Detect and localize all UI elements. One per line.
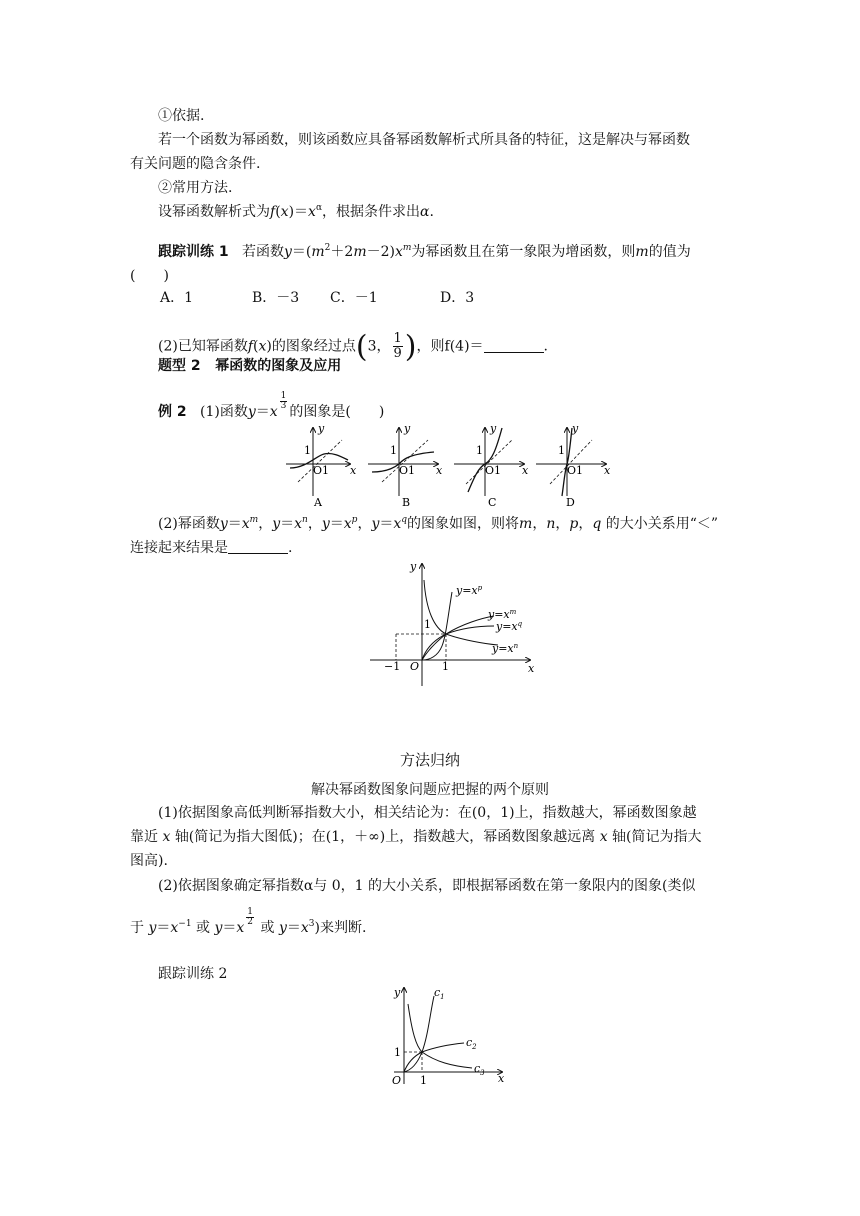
svg-text:y: y [404,422,411,435]
graph-a [286,422,357,509]
answer-blank-2 [228,539,288,554]
svg-text:x: x [498,1072,505,1085]
svg-text:x: x [436,464,443,477]
exercise1-question1: 跟踪训练 1 若函数$y=(m^2+2m-2)x^m$为幂函数且在第一象限为增函数，则m的值为 [158,243,691,260]
option-b: B．－3 [252,290,300,306]
method-text: 设幂函数解析式为$f(x)=x^\alpha$，根据条件求出α. [158,203,434,220]
graph-label-a: A [314,496,322,509]
option-c: C．－1 [330,290,378,306]
example2-label: 例 2 [158,404,187,420]
exercise1-answer-paren: ( ) [130,268,169,284]
example2-question1: 例 2 (1)函数y＝x $\frac{1}{3}$ 的图象是( ) [158,391,385,420]
svg-text:y: y [318,422,325,435]
svg-text:O1: O1 [567,464,584,477]
svg-text:y: y [490,422,497,435]
svg-text:1: 1 [304,444,311,457]
svg-text:1: 1 [476,444,483,457]
svg-text:O: O [392,1074,402,1087]
example2-question2-line2: 连接起来结果是 . [130,540,293,556]
principle1-line3: 图高). [130,853,168,869]
graph-label-c: C [488,496,497,509]
svg-text:x: x [528,662,535,675]
svg-text:1: 1 [558,444,565,457]
method-heading: ②常用方法. [158,180,233,196]
svg-text:y: y [394,986,401,999]
svg-text:1: 1 [442,660,449,673]
graph-b [368,422,443,509]
principle2-line1: (2)依据图象确定幂指数α与 0，1 的大小关系，即根据幂函数在第一象限内的图象(类似 [158,878,696,894]
summary-subtitle: 解决幂函数图象问题应把握的两个原则 [311,782,549,798]
power-functions-figure [366,560,538,690]
principle2-line2: 于 $y=x^{-1}$ 或 y＝x $\frac{1}{2}$ 或 $y=x^3$)来判断. [130,907,367,936]
svg-text:c2: $c_2$ [466,1036,477,1051]
exercise1-question2: (2)已知幂函数f(x)的图象经过点(3， $\frac{1}{9}$)，则f(4)＝ . [158,329,548,365]
exercise2-figure [380,984,510,1090]
option-d: D．3 [440,290,475,306]
svg-text:O1: O1 [485,464,502,477]
svg-text:1: 1 [420,1074,427,1087]
svg-text:O: O [410,660,420,673]
svg-text:1: 1 [424,618,431,631]
principle1-line2: 靠近 x 轴(简记为指大图低)；在(1，＋∞)上，指数越大，幂函数图象越远离 x 轴(简记为指大 [130,829,702,845]
svg-text:y: y [410,560,417,573]
svg-text:y=xm: $y=x^m$ [488,608,517,621]
choice-graphs [280,422,620,512]
svg-text:x: x [604,464,611,477]
example2-question2-line1: (2)幂函数$y=x^m$，$y=x^n$，$y=x^p$，$y=x^q$的图象如图，则将m，n，p，q 的大小关系用“＜” [158,515,719,532]
svg-text:O1: O1 [399,464,416,477]
basis-text-line1: 若一个函数为幂函数，则该函数应具备幂函数解析式所具备的特征，这是解决与幂函数 [158,132,690,148]
svg-text:y=xp: $y=x^p$ [456,584,483,597]
summary-title: 方法归纳 [399,751,460,769]
svg-text:y=xn: $y=x^n$ [492,642,519,655]
svg-text:x: x [522,464,529,477]
answer-blank-1 [484,338,544,353]
svg-text:x: x [350,464,357,477]
svg-text:O1: O1 [313,464,330,477]
svg-text:y=xq: $y=x^q$ [496,620,523,633]
exercise2-label: 跟踪训练 2 [158,966,228,982]
graph-c [454,422,529,509]
svg-text:−1: −1 [384,660,401,673]
basis-heading: ①依据. [158,108,205,124]
graph-label-d: D [566,496,575,509]
graph-d [536,422,611,509]
principle1-line1: (1)依据图象高低判断幂指数大小，相关结论为：在(0，1)上，指数越大，幂函数图象越 [158,805,697,821]
svg-text:c1: $c_1$ [434,986,445,1001]
graph-label-b: B [402,496,411,509]
svg-text:c3: $c_3$ [474,1062,485,1077]
basis-text-line2: 有关问题的隐含条件. [130,156,261,172]
exercise1-label: 跟踪训练 1 [158,244,229,260]
svg-text:y: y [572,422,579,435]
topic2-heading: 题型 2 幂函数的图象及应用 [158,358,342,374]
svg-text:1: 1 [390,444,397,457]
svg-text:1: 1 [394,1046,401,1059]
option-a: A．1 [160,290,194,306]
